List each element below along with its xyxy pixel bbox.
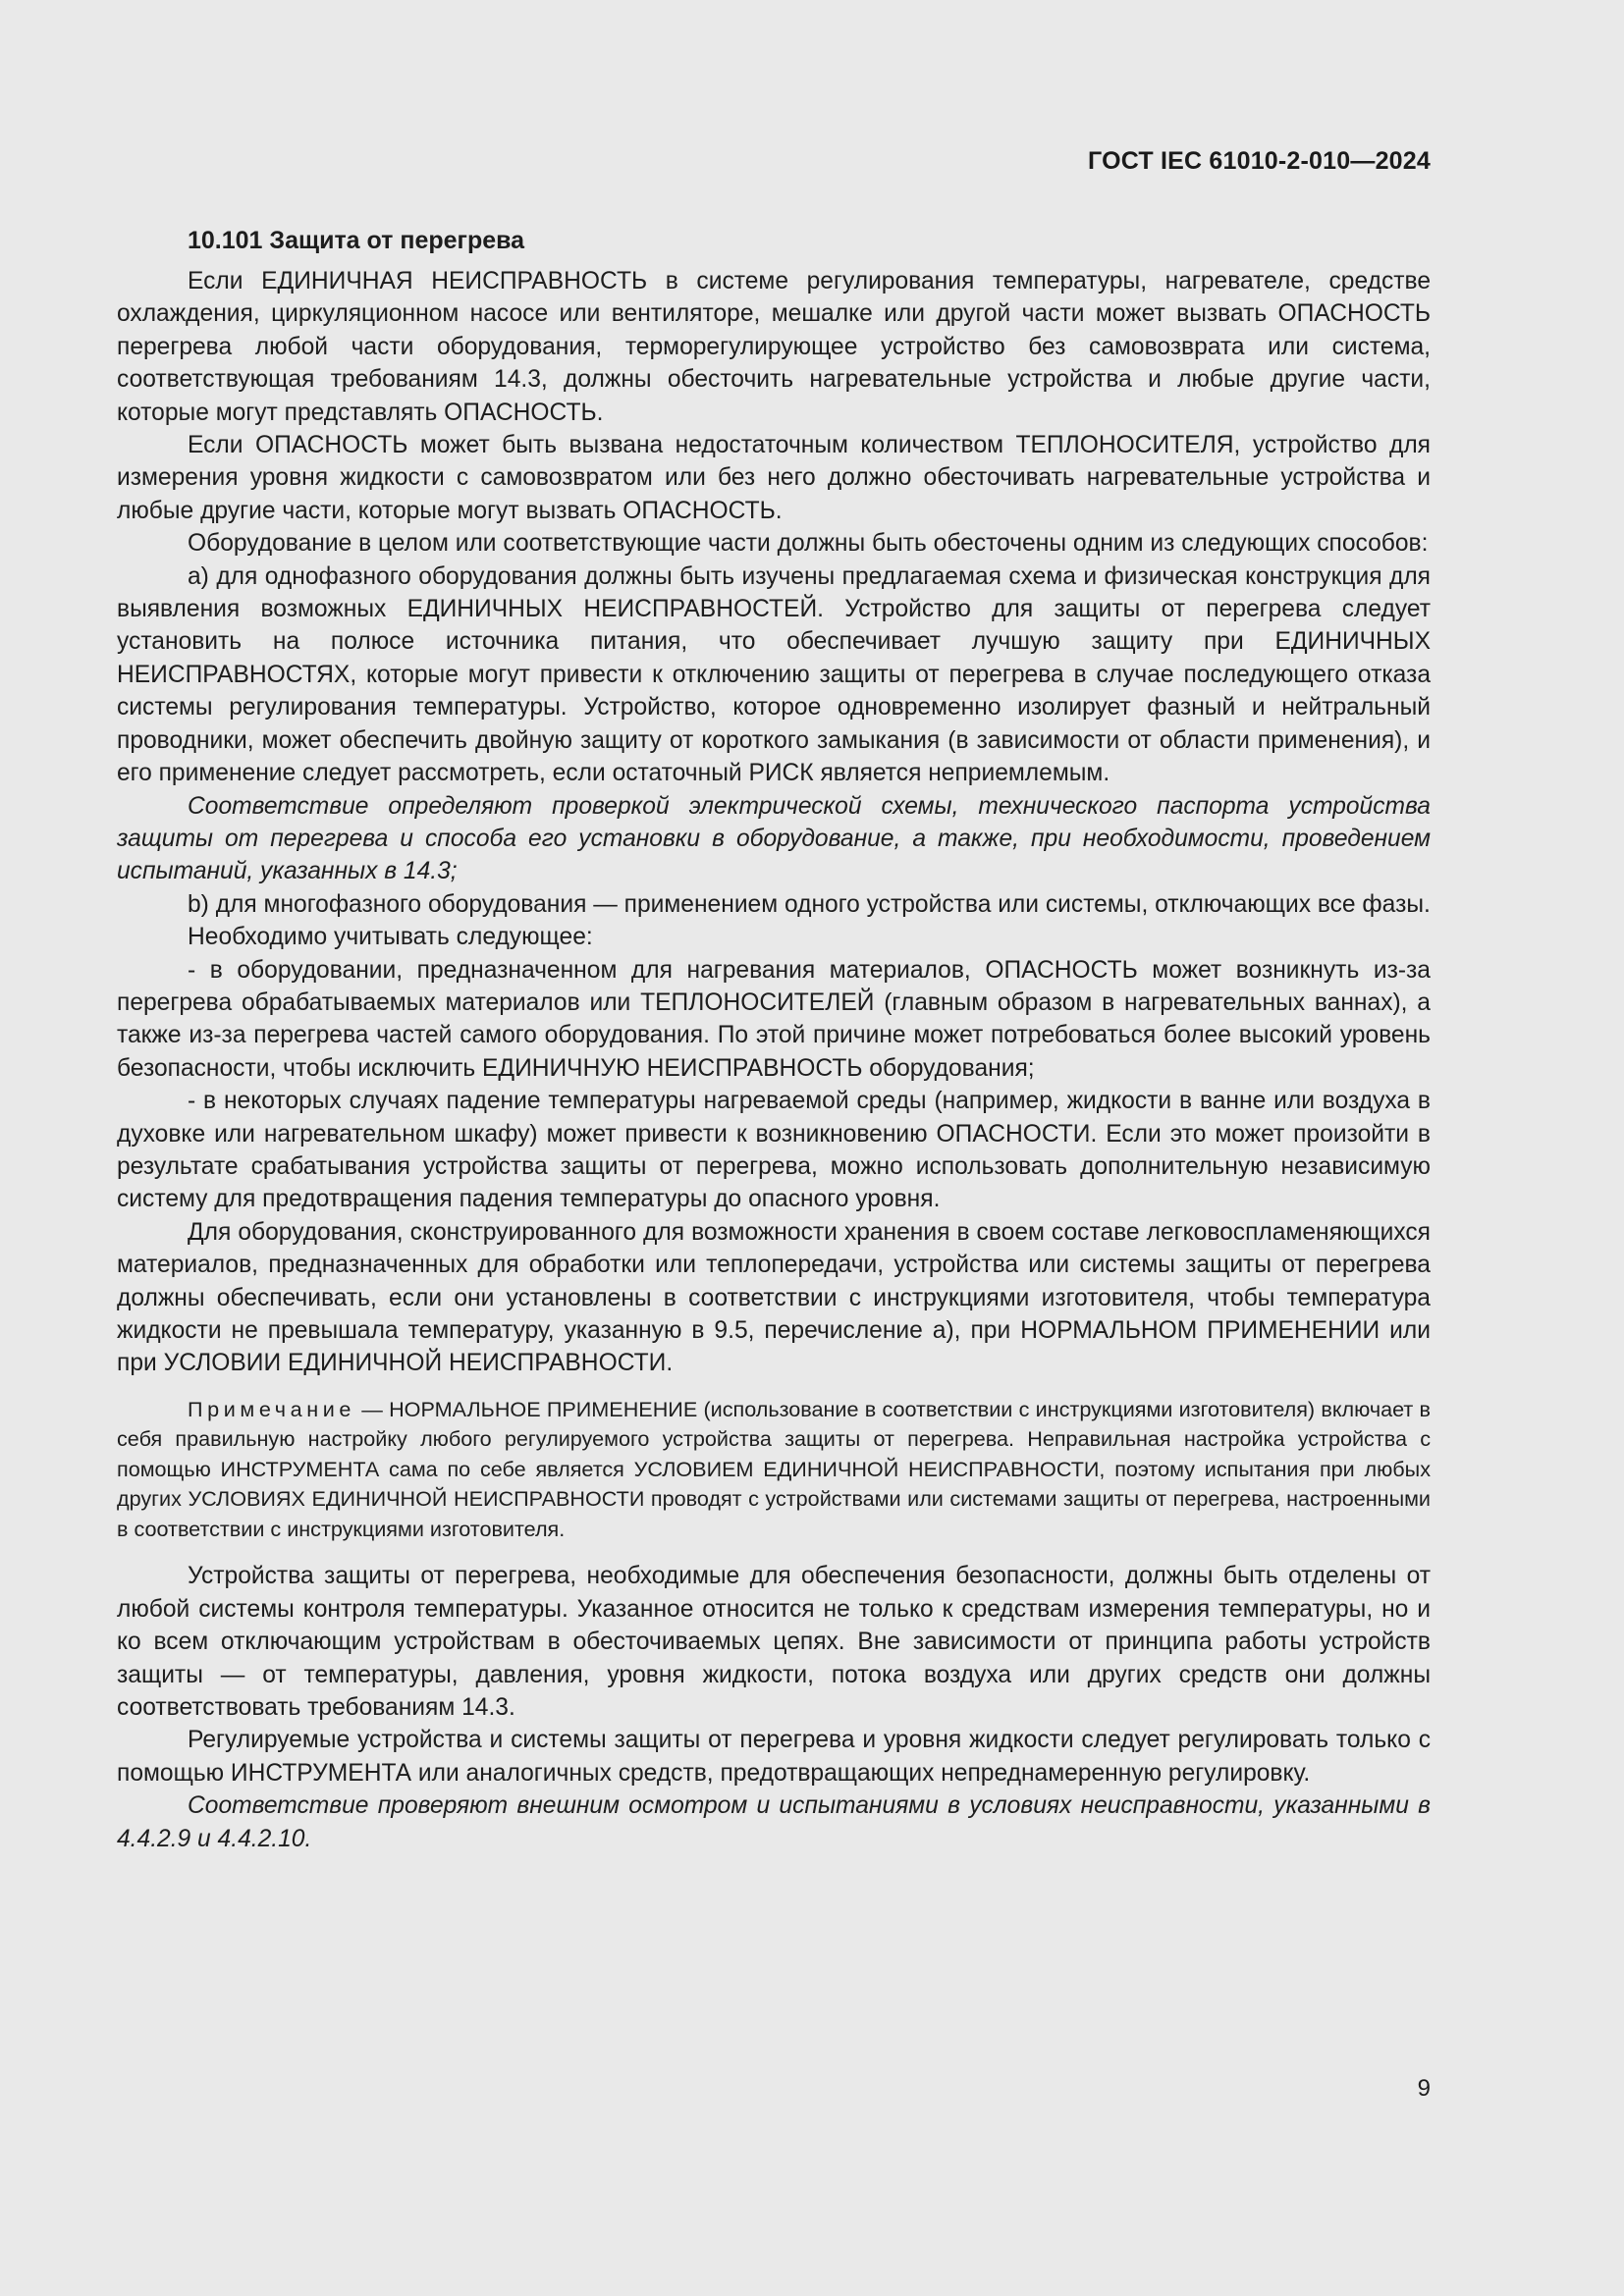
- dash-item: - в некоторых случаях падение температуры нагреваемой среды (например, жидкости в ванне или воздуха в духовке или нагревательном шкафу) может привести к возникновению ОПАСНОСТИ. Если это может произойти в результате срабатывания устройства защиты от перегрева, можно использовать дополнительную независимую систему для предотвращения падения температуры до опасного уровня.: [117, 1088, 1431, 1213]
- document-body: [117, 224, 1431, 1855]
- paragraph: Регулируемые устройства и системы защиты от перегрева и уровня жидкости следует регулировать только с помощью ИНСТРУМЕНТА или аналогичных средств, предотвращающих непреднамеренную регулировку.: [117, 1727, 1431, 1787]
- paragraph: Если ЕДИНИЧНАЯ НЕИСПРАВНОСТЬ в системе регулирования температуры, нагревателе, средстве охлаждения, циркуляционном насосе или вентиляторе, мешалке или другой части может вызвать ОПАСНОСТЬ перегрева любой части оборудования, терморегулирующее устройство без самовозврата или система, соответствующая требованиям 14.3, должны обесточить нагревательные устройства и любые другие части, которые могут представлять ОПАСНОСТЬ.: [117, 268, 1431, 426]
- paragraph: Оборудование в целом или соответствующие части должны быть обесточены одним из следующих способов:: [188, 530, 1429, 558]
- dash-item: - в оборудовании, предназначенном для нагревания материалов, ОПАСНОСТЬ может возникнуть из-за перегрева обрабатываемых материалов или ТЕПЛОНОСИТЕЛЕЙ (главным образом в нагревательных ваннах), а также из-за перегрева частей самого оборудования. По этой причине может потребоваться более высокий уровень безопасности, чтобы исключить ЕДИНИЧНУЮ НЕИСПРАВНОСТЬ оборудования;: [117, 956, 1431, 1082]
- list-item-a: a) для однофазного оборудования должны быть изучены предлагаемая схема и физическая конструкция для выявления возможных ЕДИНИЧНЫХ НЕИСПРАВНОСТЕЙ. Устройство для защиты от перегрева следует установить на полюсе источника питания, что обеспечивает лучшую защиту при ЕДИНИЧНЫХ НЕИСПРАВНОСТЯХ, которые могут привести к отключению защиты от перегрева в случае последующего отказа системы регулирования температуры. Устройство, которое одновременно изолирует фазный и нейтральный проводники, может обеспечить двойную защиту от короткого замыкания (в зависимости от области применения), и его применение следует рассмотреть, если остаточный РИСК является неприемлемым.: [117, 562, 1431, 787]
- paragraph: Для оборудования, сконструированного для возможности хранения в своем составе легковоспламеняющихся материалов, предназначенных для обработки или теплопередачи, устройства или системы защиты от перегрева должны обеспечивать, если они установлены в соответствии с инструкциями изготовителя, чтобы температура жидкости не превышала температуру, указанную в 9.5, перечисление a), при НОРМАЛЬНОМ ПРИМЕНЕНИИ или при УСЛОВИИ ЕДИНИЧНОЙ НЕИСПРАВНОСТИ.: [117, 1218, 1431, 1377]
- note-text: — НОРМАЛЬНОЕ ПРИМЕНЕНИЕ (использование в соответствии с инструкциями изготовителя) включает в себя правильную настройку любого регулируемого устройства защиты от перегрева. Неправильная настройка устройства с помощью ИНСТРУМЕНТА сама по себе является УСЛОВИЕМ ЕДИНИЧНОЙ НЕИСПРАВНОСТИ, поэтому испытания при любых других УСЛОВИЯХ ЕДИНИЧНОЙ НЕИСПРАВНОСТИ проводят с устройствами или системами защиты от перегрева, настроенными в соответствии с инструкциями изготовителя.: [117, 1396, 1431, 1541]
- paragraph: Устройства защиты от перегрева, необходимые для обеспечения безопасности, должны быть отделены от любой системы контроля температуры. Указанное относится не только к средствам измерения температуры, но и ко всем отключающим устройствам в обесточиваемых цепях. Вне зависимости от принципа работы устройств защиты — от температуры, давления, уровня жидкости, потока воздуха или других средств они должны соответствовать требованиям 14.3.: [117, 1563, 1431, 1721]
- paragraph: Необходимо учитывать следующее:: [188, 924, 593, 951]
- section-heading: 10.101 Защита от перегрева: [188, 227, 525, 254]
- note: [117, 1395, 1431, 1545]
- compliance-statement: Соответствие определяют проверкой электрической схемы, технического паспорта устройства защиты от перегрева и способа его установки в оборудование, а также, при необходимости, проведением испытаний, указанных в 14.3;: [117, 792, 1431, 885]
- list-item-b: b) для многофазного оборудования — применением одного устройства или системы, отключающих все фазы.: [188, 890, 1431, 918]
- paragraph: Если ОПАСНОСТЬ может быть вызвана недостаточным количеством ТЕПЛОНОСИТЕЛЯ, устройство для измерения уровня жидкости с самовозвратом или без него должно обесточивать нагревательные устройства и любые другие части, которые могут вызвать ОПАСНОСТЬ.: [117, 432, 1431, 524]
- standard-header: ГОСТ IEC 61010-2-010—2024: [1088, 147, 1431, 175]
- page-number: 9: [1417, 2075, 1431, 2102]
- note-label: Примечание: [188, 1396, 355, 1421]
- compliance-statement: Соответствие проверяют внешним осмотром и испытаниями в условиях неисправности, указанными в 4.4.2.9 и 4.4.2.10.: [117, 1792, 1431, 1852]
